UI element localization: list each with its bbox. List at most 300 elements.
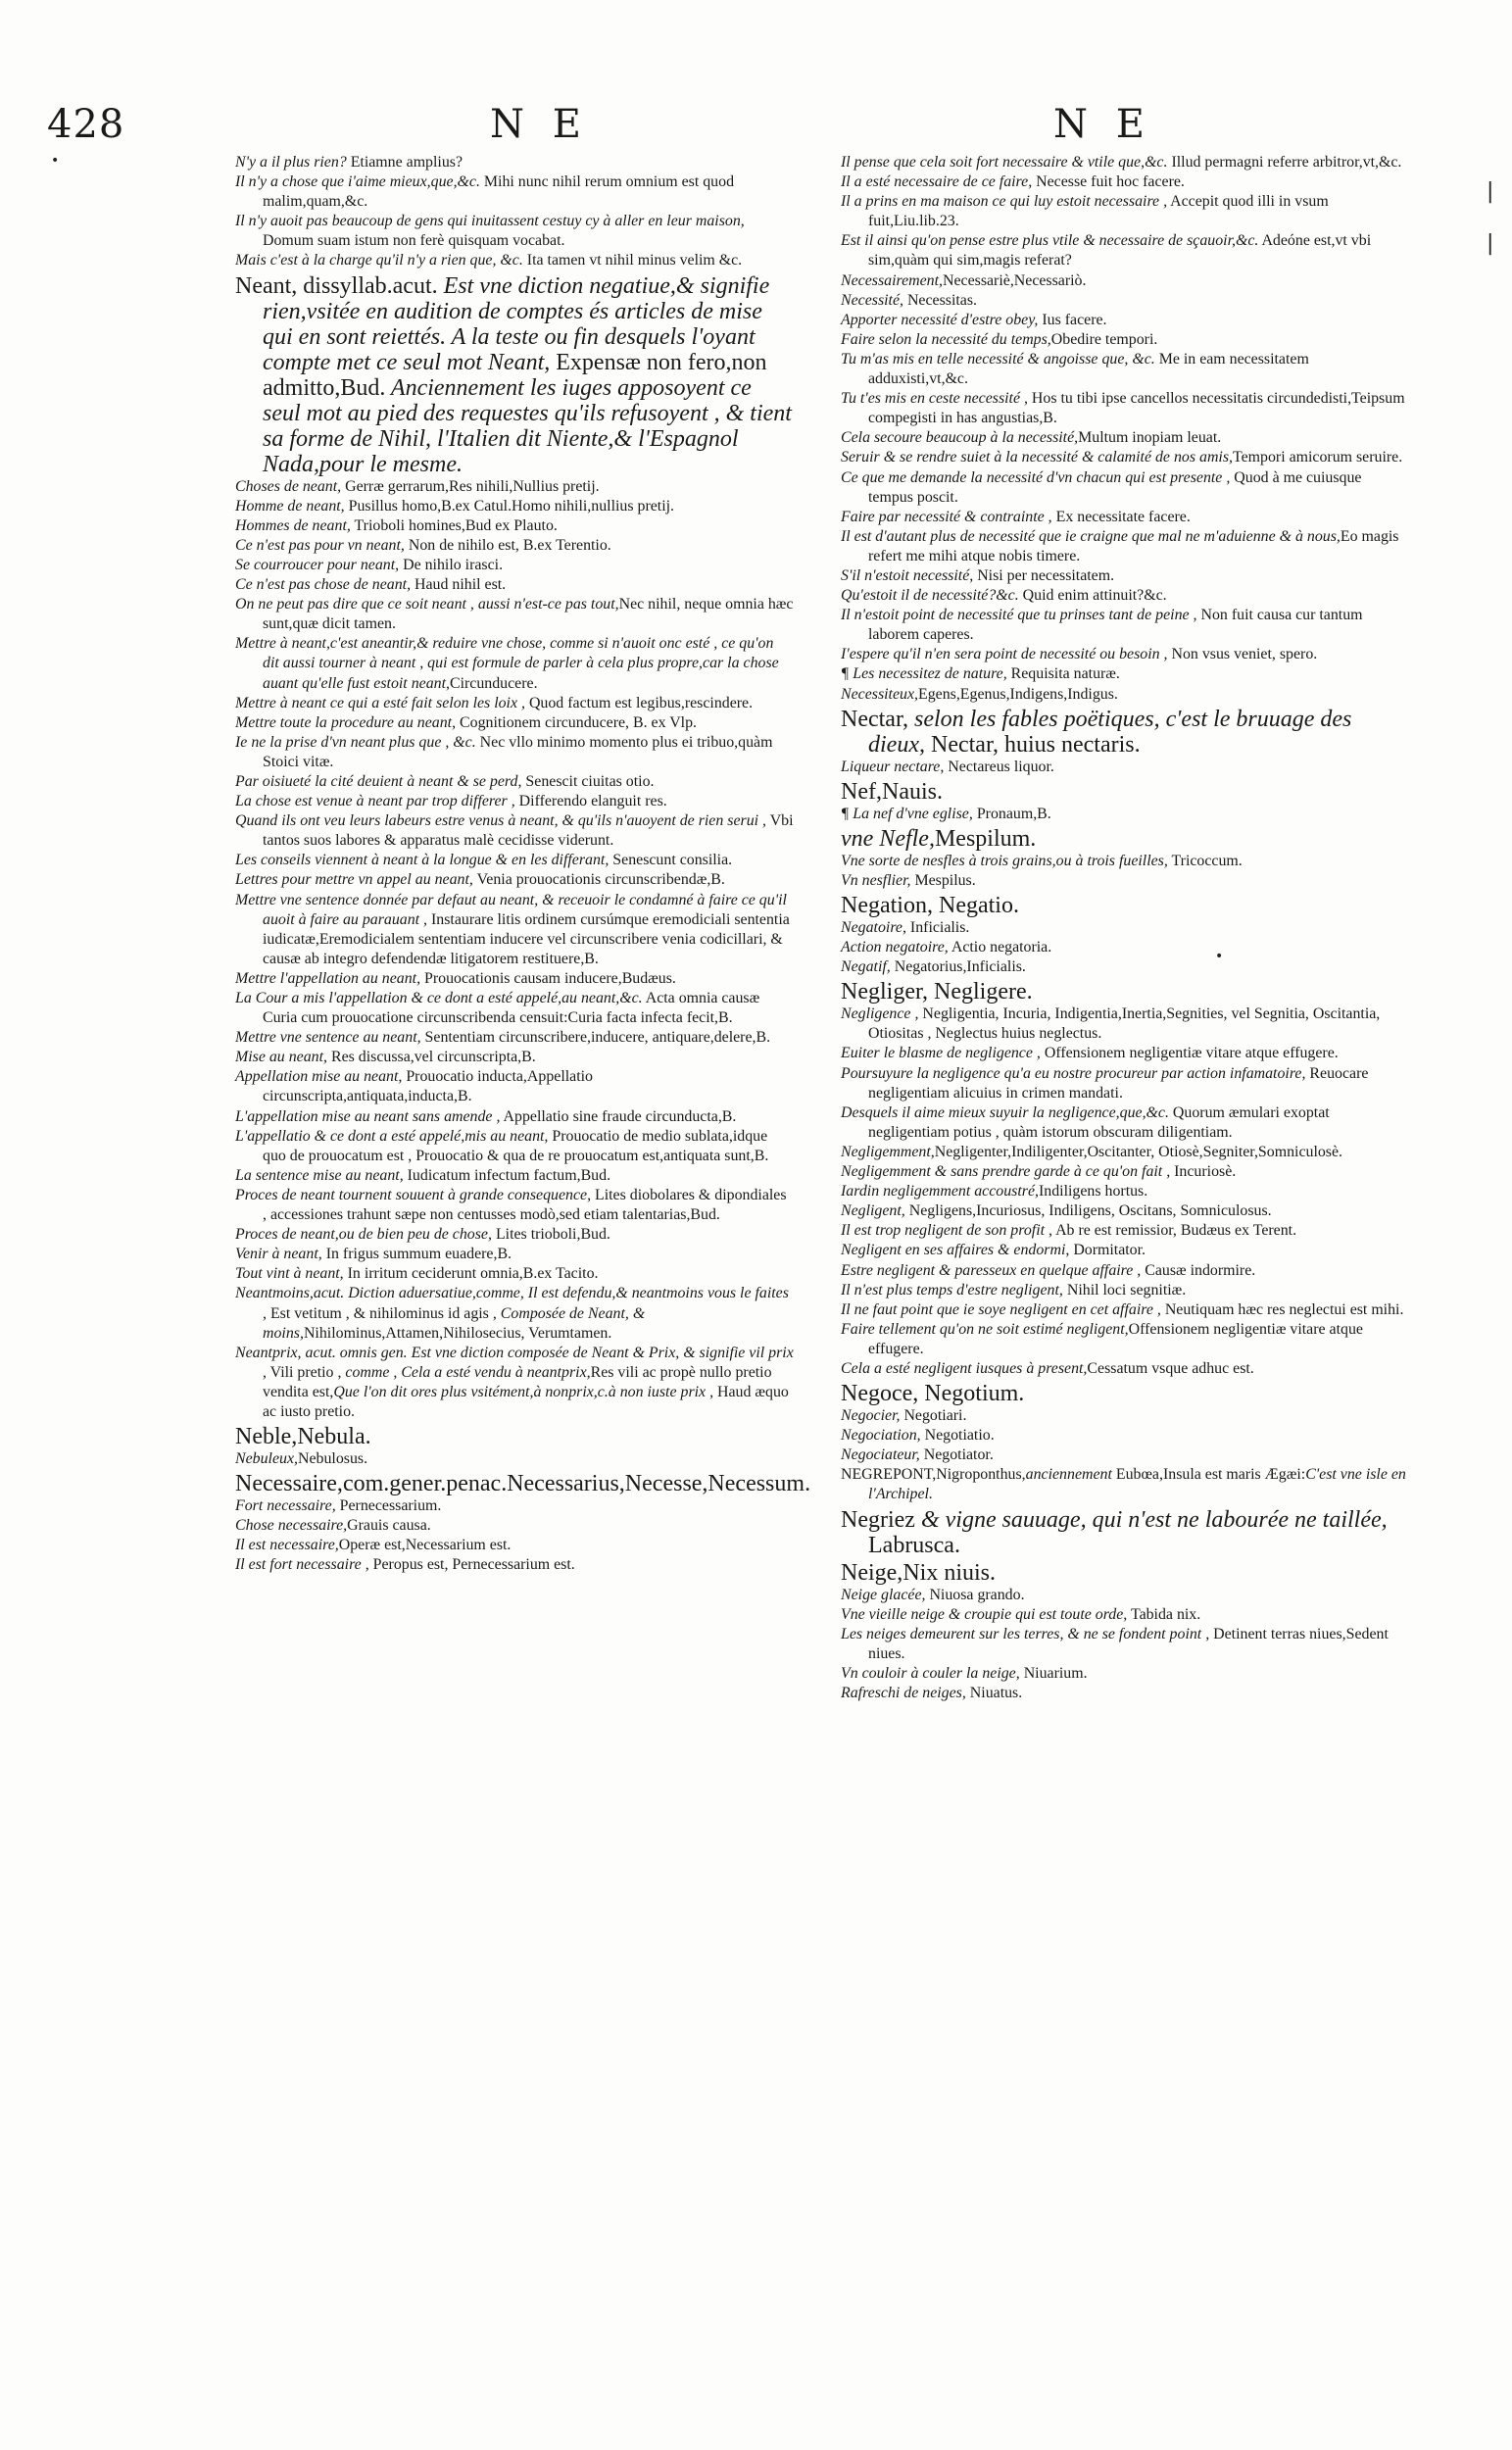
dictionary-entry: [841, 1103, 1409, 1143]
latin-text: Offensionem negligentiæ vitare atque effugere.: [1040, 1045, 1339, 1062]
dictionary-entry: [841, 291, 1409, 311]
french-text: Negligence ,: [841, 1005, 919, 1023]
dictionary-entry: [235, 1186, 794, 1225]
dictionary-entry: [841, 1465, 1409, 1504]
french-text: Faire par necessité & contrainte ,: [841, 508, 1052, 525]
french-text: Par oisiueté la cité deuient à neant & se perd,: [235, 772, 522, 790]
running-head-right: N E: [1053, 102, 1152, 147]
french-text: anciennement: [1025, 1466, 1112, 1484]
latin-text: Nihilominus,Attamen,Nihilosecius, Verumtamen.: [303, 1324, 612, 1342]
dictionary-entry: [235, 1471, 811, 1497]
latin-text: Negligenter,Indiligenter,Oscitanter, Otiosè,Segniter,Somniculosè.: [934, 1143, 1343, 1160]
latin-text: Nigroponthus,: [936, 1466, 1026, 1484]
latin-text: Vili pretio ,: [266, 1363, 346, 1381]
latin-text: Nix niuis.: [902, 1559, 996, 1586]
french-text: Venir à neant,: [235, 1246, 322, 1263]
latin-text: Illud permagni referre arbitror,vt,&c.: [1167, 154, 1402, 171]
french-text: Ie ne la prise d'vn neant plus que , &c.: [235, 733, 476, 751]
dictionary-entry: [841, 606, 1409, 645]
dictionary-entry: [841, 1446, 1409, 1465]
french-text: Vne vieille neige & croupie qui est toute orde,: [841, 1605, 1128, 1623]
french-text: Est il ainsi qu'on pense estre plus vtile & necessaire de sçauoir,&c.: [841, 232, 1259, 250]
french-text: selon les fables poëtiques, c'est le bruuage des dieux,: [868, 706, 1352, 758]
dictionary-entry: [235, 273, 794, 477]
margin-bar: |: [1487, 231, 1494, 256]
dictionary-entry: [841, 330, 1409, 350]
french-text: Il a esté necessaire de ce faire,: [841, 173, 1033, 191]
dictionary-entry: [235, 772, 794, 792]
latin-text: Nef,: [841, 778, 882, 805]
dictionary-entry: [841, 508, 1409, 527]
latin-text: Appellatio sine fraude circunducta,B.: [500, 1107, 737, 1125]
dictionary-entry: [841, 231, 1409, 270]
dictionary-entry: [841, 1241, 1409, 1260]
latin-text: Gerræ gerrarum,Res nihili,Nullius pretij.: [341, 477, 600, 495]
latin-text: NEGREPONT,: [841, 1466, 937, 1484]
french-text: Faire selon la necessité du temps,: [841, 330, 1051, 348]
french-text: Mettre à neant,c'est aneantir,& reduire vne chose, comme si n'auoit onc esté , ce qu'on dit aussi tourner à neant , qui est formule de parler à cela plus propre,car la chose auant qu'elle fust estoit neant,: [235, 635, 779, 692]
right-column: [841, 153, 1409, 1703]
latin-text: Neige,: [841, 1559, 903, 1586]
french-text: & vigne sauuage, qui n'est ne labourée ne taillée,: [914, 1506, 1388, 1533]
french-text: Negatoire,: [841, 919, 906, 936]
dictionary-entry: [235, 792, 794, 811]
french-text: Anciennement les iuges apposoyent ce seul mot au pied des requestes qu'ils refusoyent , & tient sa forme de Nihil, l'Italien dit Niente,& l'Espagnol Nada,pour le mesme.: [263, 374, 792, 477]
french-text: N'y a il plus rien?: [235, 154, 347, 171]
dictionary-entry: [235, 1284, 794, 1343]
french-text: Nebuleux,: [235, 1450, 298, 1468]
latin-text: Necessariè,Necessariò.: [943, 271, 1087, 289]
french-text: L'appellatio & ce dont a esté appelé,mis au neant,: [235, 1127, 549, 1145]
latin-text: Eubœa,Insula est maris Ægæi:: [1111, 1466, 1306, 1484]
latin-text: Domum suam istum non ferè quisquam vocabat.: [263, 232, 565, 250]
dictionary-entry: [841, 1359, 1409, 1379]
latin-text: Acta omnia causæ Curia cum prouocatione circunscribenda censuit:Curia facta infecta fecit,B.: [263, 990, 760, 1027]
latin-text: In irritum ceciderunt omnia,B.ex Tacito.: [343, 1265, 599, 1283]
french-text: Il a prins en ma maison ce qui luy estoit necessaire ,: [841, 193, 1168, 211]
latin-text: Quid enim attinuit?&c.: [1018, 587, 1167, 605]
dictionary-entry: [235, 1555, 794, 1575]
latin-text: Nec vllo minimo momento plus ei tribuo,quàm Stoici vitæ.: [263, 733, 773, 770]
dictionary-entry: [235, 851, 794, 870]
dictionary-entry: [841, 805, 1409, 824]
dictionary-entry: [841, 1201, 1409, 1221]
latin-text: Incuriosè.: [1170, 1163, 1237, 1181]
french-text: Faire tellement qu'on ne soit estimé negligent,: [841, 1320, 1129, 1338]
dictionary-entry: [841, 586, 1409, 606]
latin-text: Nauis.: [881, 778, 943, 805]
page-number: 428: [47, 102, 125, 147]
french-text: Mettre vne sentence donnée par defaut au neant, & receuoir le condamné à faire ce qu'il auoit à faire au parauant ,: [235, 891, 787, 928]
dictionary-entry: [841, 1300, 1409, 1320]
dictionary-entry: [841, 1320, 1409, 1359]
dictionary-entry: [235, 1166, 794, 1186]
dictionary-entry: [841, 350, 1409, 389]
french-text: Il est d'autant plus de necessité que ie craigne que mal ne m'aduienne & à nous,: [841, 527, 1341, 545]
dictionary-entry: [235, 595, 794, 634]
latin-text: Indiligens hortus.: [1038, 1183, 1148, 1200]
latin-text: Instaurare litis ordinem cursúmque eremodiciali sententia iudicatæ,Eremodicialem sententiam inducere vel circunscribere venia codicillari, & causæ ab integro defendendæ litigatorem restituere,B.: [263, 910, 790, 967]
dictionary-entry: [235, 1496, 794, 1516]
latin-text: Negligere.: [928, 979, 1033, 1005]
french-text: Necessiteux,: [841, 685, 918, 703]
dictionary-entry: [235, 989, 794, 1028]
french-text: Negligent en ses affaires & endormi,: [841, 1242, 1070, 1259]
french-text: Il n'est plus temps d'estre negligent,: [841, 1281, 1063, 1298]
latin-text: Non vsus veniet, spero.: [1167, 646, 1318, 663]
latin-text: Senescunt consilia.: [609, 852, 733, 869]
dictionary-entry: [841, 1406, 1409, 1426]
latin-text: Accepit quod illi in vsum fuit,Liu.lib.23.: [868, 193, 1329, 230]
latin-text: Quorum æmulari exoptat negligentiam potius , quàm istorum obscuram diligentiam.: [868, 1103, 1330, 1141]
dictionary-entry: [235, 1067, 794, 1106]
french-text: ¶ Les necessitez de nature,: [841, 665, 1007, 683]
french-text: Poursuyure la negligence qu'a eu nostre procureur par action infamatoire,: [841, 1064, 1306, 1082]
french-text: Fort necessaire,: [235, 1497, 336, 1515]
french-text: Ce n'est pas chose de neant,: [235, 576, 412, 594]
french-text: Homme de neant,: [235, 497, 345, 514]
latin-text: Lites diobolares & dipondiales , accessiones trahunt sæpe non centusses modò,sed etiam talentarias,Bud.: [263, 1186, 787, 1224]
french-text: Negligemment,: [841, 1143, 935, 1160]
french-text: Tu t'es mis en ceste necessité ,: [841, 390, 1028, 408]
french-text: Negatif,: [841, 958, 891, 976]
latin-text: Mespilus.: [910, 871, 976, 889]
french-text: Que l'on dit ores plus vsitément,à nonprix,c.à non iuste prix ,: [333, 1383, 714, 1400]
latin-text: Haud nihil est.: [411, 576, 507, 594]
french-text: Appellation mise au neant,: [235, 1068, 403, 1086]
latin-text: Iudicatum infectum factum,Bud.: [403, 1166, 611, 1184]
dictionary-entry: [841, 758, 1409, 777]
latin-text: Negation,: [841, 893, 933, 918]
dictionary-entry: [235, 713, 794, 733]
latin-text: Tricoccum.: [1167, 852, 1243, 869]
dictionary-entry: [235, 497, 794, 516]
dictionary-entry: [235, 634, 794, 693]
dictionary-entry: [841, 1605, 1409, 1625]
dictionary-entry: [841, 271, 1409, 291]
french-text: Neantmoins,acut. Diction aduersatiue,comme, Il est defendu,& neantmoins vous le faites ,: [235, 1285, 789, 1322]
dictionary-entry: [235, 969, 794, 989]
dictionary-entry: [841, 566, 1409, 586]
french-text: Negligemment & sans prendre garde à ce qu'on fait ,: [841, 1163, 1171, 1181]
latin-text: Operæ est,Necessarium est.: [338, 1537, 512, 1554]
dictionary-entry: [841, 938, 1409, 957]
latin-text: Vbi tantos suos labores & apparatus malè cecidisse viderunt.: [263, 812, 794, 850]
latin-text: Negotium.: [918, 1381, 1025, 1407]
dictionary-entry: [235, 212, 794, 251]
dictionary-entry: [841, 779, 1409, 805]
dictionary-entry: [235, 1107, 794, 1127]
dictionary-entry: [235, 153, 794, 172]
latin-text: In frigus summum euadere,B.: [321, 1246, 512, 1263]
dictionary-entry: [841, 826, 1409, 852]
latin-text: Prouocatio de medio sublata,idque quo de prouocatum est , Prouocatio & qua de re prouocatum est,antiquata sunt,B.: [263, 1127, 769, 1164]
dictionary-entry: [841, 957, 1409, 977]
french-text: Il est fort necessaire ,: [235, 1556, 369, 1574]
dictionary-entry: [841, 311, 1409, 330]
dictionary-entry: [841, 448, 1409, 467]
french-text: comme , Cela a esté vendu à neantprix,: [345, 1363, 591, 1381]
dictionary-entry: [841, 192, 1409, 231]
latin-text: Neble,: [235, 1424, 298, 1450]
latin-text: Trioboli homines,Bud ex Plauto.: [350, 516, 558, 534]
french-text: Mettre à neant ce qui a esté fait selon les loix ,: [235, 694, 525, 711]
latin-text: Prouocatio inducta,Appellatio circunscripta,antiquata,inducta,B.: [263, 1068, 593, 1105]
french-text: Negocier,: [841, 1407, 901, 1425]
latin-text: Quod à me cuiusque tempus poscit.: [868, 468, 1362, 506]
french-text: Quand ils ont veu leurs labeurs estre venus à neant, & qu'ils n'auoyent de rien serui ,: [235, 812, 767, 830]
latin-text: Nebulosus.: [297, 1450, 368, 1468]
french-text: Il ne faut point que ie soye negligent en cet affaire ,: [841, 1300, 1161, 1318]
latin-text: Me in eam necessitatem adduxisti,vt,&c.: [868, 350, 1309, 388]
french-text: Il est trop negligent de son profit ,: [841, 1222, 1052, 1240]
french-text: Negociation,: [841, 1427, 921, 1445]
dictionary-entry: [841, 645, 1409, 664]
latin-text: Tabida nix.: [1127, 1605, 1201, 1623]
latin-text: Necesse fuit hoc facere.: [1032, 173, 1185, 191]
latin-text: Non fuit causa cur tantum laborem caperes.: [868, 607, 1363, 644]
latin-text: Labrusca.: [868, 1532, 960, 1558]
latin-text: Multum inopiam leuat.: [1078, 429, 1222, 447]
french-text: I'espere qu'il n'en sera point de necessité ou besoin ,: [841, 646, 1168, 663]
dictionary-entry: [235, 1127, 794, 1166]
latin-text: Pronaum,B.: [972, 805, 1051, 822]
latin-text: Negotiator.: [919, 1446, 994, 1464]
latin-text: Negotiatio.: [920, 1427, 995, 1445]
french-text: Desquels il aime mieux suyuir la negligence,que,&c.: [841, 1103, 1169, 1121]
dictionary-entry: [235, 1516, 794, 1536]
french-text: Mettre vne sentence au neant,: [235, 1029, 421, 1047]
latin-text: Ab re est remissior, Budæus ex Terent.: [1051, 1222, 1297, 1240]
latin-text: Peropus est, Pernecessarium est.: [368, 1556, 575, 1574]
latin-text: Causæ indormire.: [1141, 1261, 1256, 1279]
latin-text: Est vetitum , & nihilominus id agis ,: [266, 1304, 501, 1322]
french-text: Liqueur nectare,: [841, 758, 945, 775]
latin-text: Negatio.: [932, 893, 1019, 918]
latin-text: Neant, dissyllab.acut.: [235, 272, 438, 299]
latin-text: De nihilo irasci.: [399, 556, 504, 573]
french-text: Proces de neant,ou de bien peu de chose,: [235, 1226, 492, 1244]
latin-text: Dormitator.: [1069, 1242, 1146, 1259]
latin-text: Circunducere.: [449, 674, 538, 692]
latin-text: Ius facere.: [1038, 311, 1107, 328]
french-text: Tu m'as mis en telle necessité & angoisse que, &c.: [841, 350, 1155, 368]
french-text: Neige glacée,: [841, 1586, 926, 1603]
latin-text: Pernecessarium.: [335, 1497, 442, 1515]
latin-text: Ex necessitate facere.: [1051, 508, 1191, 525]
latin-text: Hos tu tibi ipse cancellos necessitatis circundedisti,Teipsum compegisti in has angustias,B.: [868, 390, 1405, 427]
latin-text: Negoce,: [841, 1381, 919, 1407]
latin-text: Egens,Egenus,Indigens,Indigus.: [917, 685, 1118, 703]
latin-text: Quod factum est legibus,rescindere.: [524, 694, 754, 711]
latin-text: Eo magis refert me mihi atque nobis timere.: [868, 527, 1399, 564]
latin-text: Mespilum.: [934, 825, 1037, 852]
dictionary-entry: [841, 1064, 1409, 1103]
latin-text: Niuarium.: [1019, 1664, 1088, 1682]
dictionary-entry: [235, 870, 794, 890]
latin-text: Prouocationis causam inducere,Budæus.: [420, 969, 676, 987]
dictionary-entry: [235, 477, 794, 497]
dictionary-entry: [841, 979, 1409, 1004]
dictionary-entry: [235, 1225, 794, 1245]
dictionary-entry: [235, 251, 794, 270]
french-text: Mettre toute la procedure au neant,: [235, 713, 457, 731]
latin-text: Nectar,: [841, 706, 908, 732]
latin-text: Lites trioboli,Bud.: [491, 1226, 610, 1244]
french-text: Seruir & se rendre suiet à la necessité & calamité de nos amis,: [841, 449, 1233, 466]
french-text: Il n'y auoit pas beaucoup de gens qui inuitassent cestuy cy à aller en leur maison,: [235, 213, 745, 230]
french-text: Il est necessaire,: [235, 1537, 339, 1554]
french-text: Les neiges demeurent sur les terres, & ne se fondent point ,: [841, 1625, 1210, 1642]
latin-text: Requisita naturæ.: [1006, 665, 1120, 683]
french-text: La chose est venue à neant par trop differer ,: [235, 793, 515, 810]
dictionary-entry: [235, 516, 794, 536]
latin-text: Cognitionem circunducere, B. ex Vlp.: [456, 713, 698, 731]
latin-text: Neutiquam hæc res neglectui est mihi.: [1160, 1300, 1404, 1318]
french-text: Il n'estoit point de necessité que tu prinses tant de peine ,: [841, 607, 1197, 624]
french-text: Les conseils viennent à neant à la longue & en les differant,: [235, 852, 610, 869]
french-text: Mais c'est à la charge qu'il n'y a rien que, &c.: [235, 252, 523, 270]
french-text: Vn nesflier,: [841, 871, 911, 889]
dictionary-entry: [841, 664, 1409, 684]
latin-text: Etiamne amplius?: [346, 154, 463, 171]
left-column: [235, 153, 811, 1576]
latin-text: Cessatum vsque adhuc est.: [1087, 1359, 1254, 1377]
french-text: Necessairement,: [841, 271, 943, 289]
dictionary-entry: [235, 811, 794, 851]
dictionary-entry: [841, 918, 1409, 938]
latin-text: Nectareus liquor.: [944, 758, 1054, 775]
latin-text: Mihi nunc nihil rerum omnium est quod malim,quam,&c.: [263, 173, 735, 211]
latin-text: Niuosa grando.: [925, 1586, 1025, 1603]
french-text: Ce n'est pas pour vn neant,: [235, 536, 405, 554]
latin-text: Pusillus homo,B.ex Catul.Homo nihili,nullius pretij.: [344, 497, 675, 514]
latin-text: Nec nihil, neque omnia hæc sunt,quæ dicit tamen.: [263, 596, 794, 633]
french-text: Tout vint à neant,: [235, 1265, 344, 1283]
latin-text: Res discussa,vel circunscripta,B.: [327, 1049, 536, 1066]
dictionary-entry: [841, 1426, 1409, 1446]
dictionary-entry: [841, 389, 1409, 428]
dictionary-entry: [841, 1586, 1409, 1605]
dictionary-entry: [841, 1143, 1409, 1162]
dictionary-entry: [841, 1182, 1409, 1201]
dictionary-entry: [235, 891, 794, 969]
dictionary-entry: [235, 1245, 794, 1264]
latin-text: Negligentia, Incuria, Indigentia,Inertia,Segnities, vel Segnitia, Oscitantia, Otiositas , Neglectus huius neglectus.: [868, 1005, 1381, 1043]
latin-text: Nisi per necessitatem.: [973, 566, 1115, 584]
latin-text: Nihil loci segnitiæ.: [1062, 1281, 1187, 1298]
dictionary-entry: [841, 685, 1409, 705]
latin-text: Actio negatoria.: [948, 939, 1052, 956]
latin-text: Negriez: [841, 1506, 915, 1533]
dictionary-entry: [841, 1004, 1409, 1044]
dictionary-entry: [235, 1028, 794, 1048]
french-text: Rafreschi de neiges,: [841, 1685, 966, 1701]
french-text: Vn couloir à couler la neige,: [841, 1664, 1020, 1682]
french-text: Mettre l'appellation au neant,: [235, 969, 421, 987]
latin-text: Nectar, huius nectaris.: [924, 731, 1141, 758]
dictionary-entry: [841, 893, 1409, 918]
dictionary-entry: [235, 1424, 794, 1449]
dictionary-entry: [235, 172, 794, 212]
dictionary-entry: [841, 1684, 1409, 1703]
french-text: Apporter necessité d'estre obey,: [841, 311, 1039, 328]
margin-bullet: •: [51, 153, 60, 169]
french-text: Proces de neant tournent souuent à grande consequence,: [235, 1186, 592, 1203]
french-text: Neantprix, acut. omnis gen. Est vne diction composée de Neant & Prix, & signifie vil prix ,: [235, 1344, 794, 1381]
french-text: La Cour a mis l'appellation & ce dont a esté appelé,au neant,&c.: [235, 990, 643, 1006]
running-head-left: N E: [490, 102, 589, 147]
dictionary-entry: [841, 1625, 1409, 1664]
latin-text: Differendo elanguit res.: [514, 793, 667, 810]
french-text: Cela secoure beaucoup à la necessité,: [841, 429, 1079, 447]
french-text: Il n'y a chose que i'aime mieux,que,&c.: [235, 173, 480, 191]
dictionary-entry: [235, 1048, 794, 1067]
french-text: Estre negligent & paresseux en quelque affaire ,: [841, 1261, 1142, 1279]
dictionary-entry: [235, 1536, 794, 1555]
dictionary-entry: [235, 1449, 794, 1469]
latin-text: Tempori amicorum seruire.: [1233, 449, 1403, 466]
french-text: Chose necessaire,: [235, 1517, 348, 1535]
latin-text: Nebula.: [297, 1424, 371, 1450]
latin-text: Res vili ac propè nullo pretio vendita est,: [263, 1363, 772, 1400]
latin-text: Negatorius,Inficialis.: [890, 958, 1026, 976]
french-text: Est vne diction negatiue,& signifie rien,vsitée en audition de comptes és articles de mise qui en sont reiettés. A la teste ou fin desquels l'oyant compte met ce seul mot Neant,: [263, 272, 770, 375]
french-text: Negociateur,: [841, 1446, 920, 1464]
dictionary-entry: [235, 694, 794, 713]
dictionary-entry: [841, 1261, 1409, 1281]
french-text: Hommes de neant,: [235, 516, 351, 534]
french-text: vne Nefle,: [841, 825, 935, 852]
dictionary-entry: [841, 428, 1409, 448]
dictionary-entry: [841, 1281, 1409, 1300]
french-text: Mise au neant,: [235, 1049, 328, 1066]
french-text: Choses de neant,: [235, 477, 342, 495]
latin-text: Negliger,: [841, 979, 929, 1005]
dictionary-entry: [841, 852, 1409, 871]
dictionary-entry: [235, 1344, 794, 1422]
latin-text: Sententiam circunscribere,inducere, antiquare,delere,B.: [420, 1029, 771, 1047]
french-text: ¶ La nef d'vne eglise,: [841, 805, 973, 822]
latin-text: Non de nihilo est, B.ex Terentio.: [404, 536, 611, 554]
latin-text: Haud æquo ac iusto pretio.: [263, 1383, 789, 1420]
french-text: Se courroucer pour neant,: [235, 556, 400, 573]
french-text: Composée de Neant, & moins,: [263, 1304, 646, 1342]
french-text: Il pense que cela soit fort necessaire & vtile que,&c.: [841, 154, 1168, 171]
dictionary-entry: [841, 1221, 1409, 1241]
latin-text: Expensæ non fero,non admitto,Bud.: [263, 349, 767, 401]
dictionary-entry: [841, 1664, 1409, 1684]
dictionary-entry: [235, 536, 794, 556]
latin-text: Venia prouocationis circunscribendæ,B.: [472, 871, 725, 889]
dictionary-entry: [841, 1507, 1409, 1558]
dictionary-entry: [841, 1044, 1409, 1063]
french-text: Vne sorte de nesfles à trois grains,ou à trois fueilles,: [841, 852, 1168, 869]
dictionary-entry: [841, 707, 1409, 758]
french-text: Action negatoire,: [841, 939, 949, 956]
latin-text: Senescit ciuitas otio.: [521, 772, 655, 790]
dictionary-entry: [841, 1162, 1409, 1182]
latin-text: Adeóne est,vt vbi sim,quàm qui sim,magis referat?: [868, 232, 1372, 270]
latin-text: Obedire tempori.: [1050, 330, 1158, 348]
latin-text: Inficialis.: [905, 919, 970, 936]
french-text: Iardin negligemment accoustré,: [841, 1183, 1039, 1200]
dictionary-entry: [235, 733, 794, 772]
latin-text: Grauis causa.: [347, 1517, 431, 1535]
french-text: S'il n'estoit necessité,: [841, 566, 974, 584]
latin-text: Necessaire,: [235, 1471, 343, 1497]
dictionary-entry: [841, 468, 1409, 508]
